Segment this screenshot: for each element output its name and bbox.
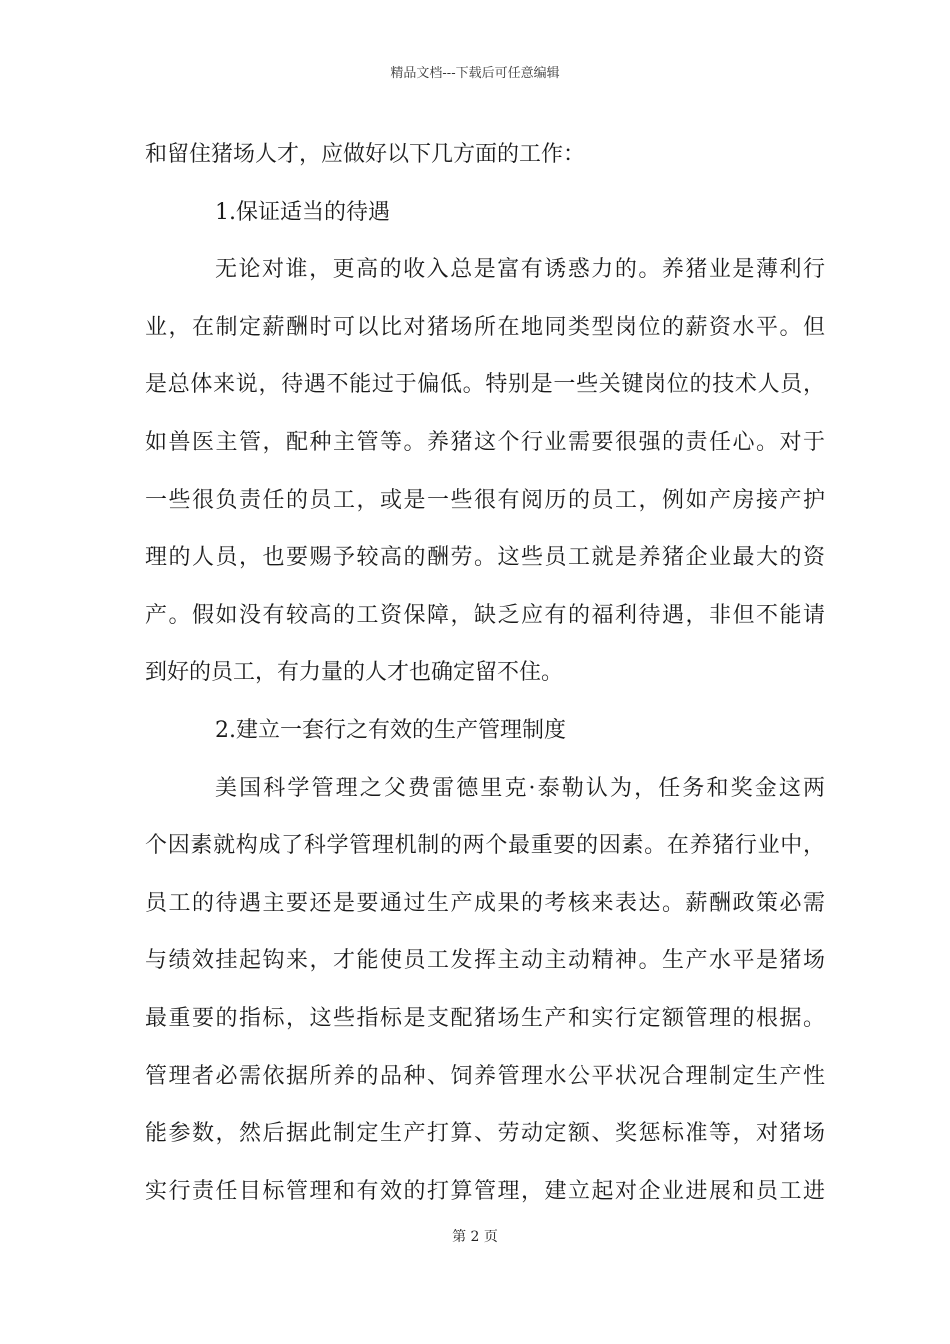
paragraph-line: 和留住猪场人才，应做好以下几方面的工作： [145, 142, 586, 167]
document-body [145, 126, 825, 1220]
paragraph-line: 最重要的指标，这些指标是支配猪场生产和实行定额管理的根据。 [145, 1005, 825, 1031]
paragraph-line: 理的人员，也要赐予较高的酬劳。这些员工就是养猪企业最大的资 [145, 545, 825, 571]
paragraph-line: 个因素就构成了科学管理机制的两个最重要的因素。在养猪行业中， [145, 833, 825, 859]
section-heading-1: 1.保证适当的待遇 [215, 199, 390, 225]
paragraph-line: 产。假如没有较高的工资保障，缺乏应有的福利待遇，非但不能请 [145, 602, 825, 628]
paragraph-line: 美国科学管理之父费雷德里克·泰勒认为，任务和奖金这两 [215, 775, 825, 801]
document-header: 精品文档---下载后可任意编辑 [390, 66, 560, 81]
section-heading-2: 2.建立一套行之有效的生产管理制度 [215, 717, 566, 743]
paragraph-line: 到好的员工，有力量的人才也确定留不住。 [145, 660, 564, 686]
paragraph-line: 管理者必需依据所养的品种、饲养管理水公平状况合理制定生产性 [145, 1063, 825, 1089]
page-number: 第 2 页 [452, 1229, 498, 1245]
paragraph-line: 与绩效挂起钩来，才能使员工发挥主动主动精神。生产水平是猪场 [145, 948, 825, 974]
paragraph-line: 无论对谁，更高的收入总是富有诱惑力的。养猪业是薄利行 [215, 257, 825, 283]
paragraph-line: 业，在制定薪酬时可以比对猪场所在地同类型岗位的薪资水平。但 [145, 314, 825, 340]
paragraph-line: 是总体来说，待遇不能过于偏低。特别是一些关键岗位的技术人员， [145, 372, 825, 398]
paragraph-line: 员工的待遇主要还是要通过生产成果的考核来表达。薪酬政策必需 [145, 890, 825, 916]
paragraph-line: 能参数，然后据此制定生产打算、劳动定额、奖惩标准等，对猪场 [145, 1121, 825, 1147]
paragraph-line: 如兽医主管，配种主管等。养猪这个行业需要很强的责任心。对于 [145, 429, 825, 455]
paragraph-line: 实行责任目标管理和有效的打算管理，建立起对企业进展和员工进 [145, 1178, 825, 1204]
paragraph-line: 一些很负责任的员工，或是一些很有阅历的员工，例如产房接产护 [145, 487, 825, 513]
